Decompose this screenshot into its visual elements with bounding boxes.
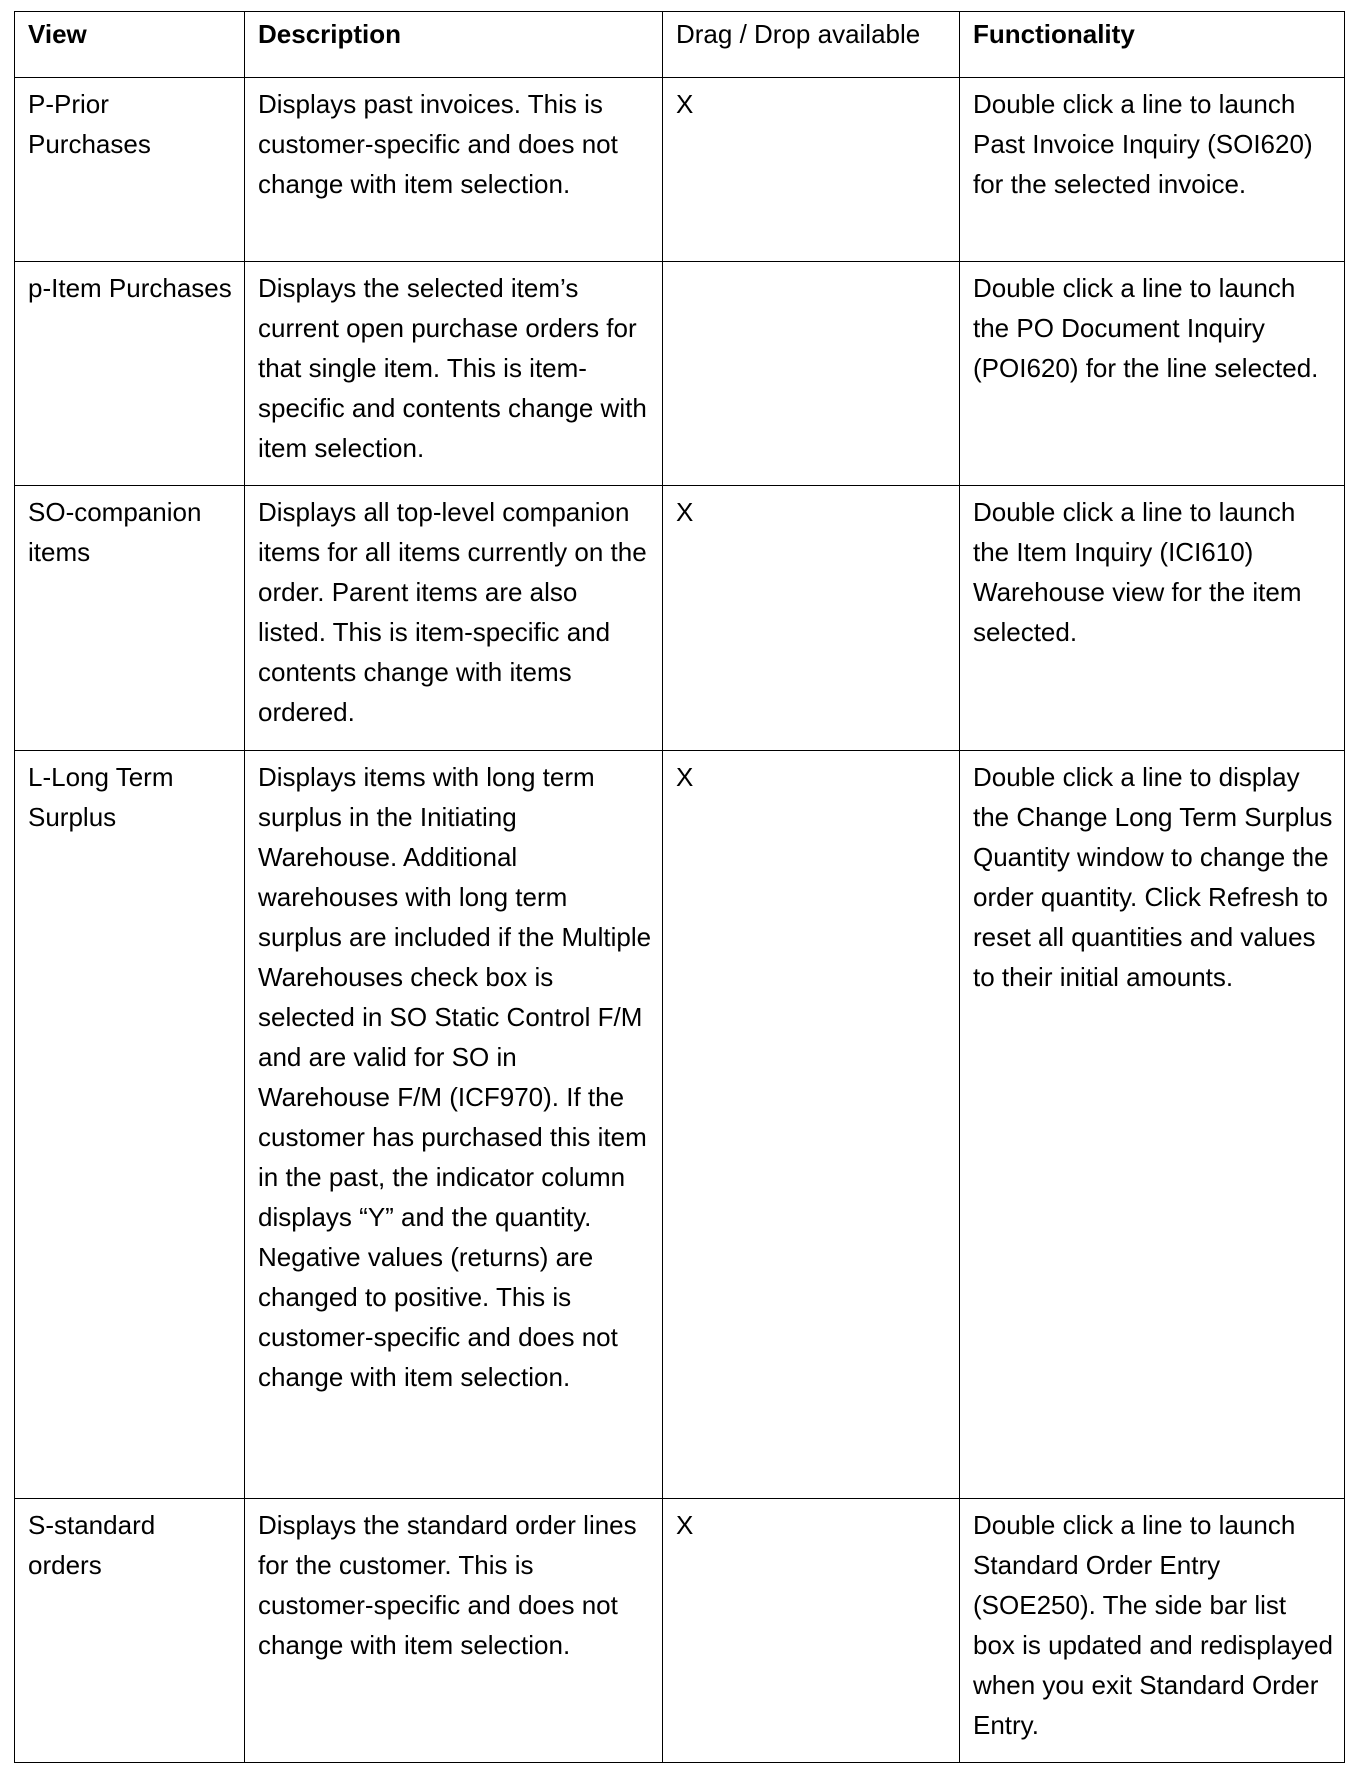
functionality-cell: Double click a line to launch the Item Inquiry (ICI610) Warehouse view for the item selected. bbox=[960, 486, 1345, 751]
views-table bbox=[14, 11, 1345, 1763]
table-row bbox=[15, 1499, 1345, 1763]
view-cell: S-standard orders bbox=[15, 1499, 245, 1763]
description-cell: Displays past invoices. This is customer-specific and does not change with item selection. bbox=[245, 78, 663, 262]
header-drag-drop: Drag / Drop available bbox=[663, 12, 960, 78]
header-view: View bbox=[15, 12, 245, 78]
table-row bbox=[15, 486, 1345, 751]
header-description: Description bbox=[245, 12, 663, 78]
view-cell: P-Prior Purchases bbox=[15, 78, 245, 262]
functionality-cell: Double click a line to display the Change Long Term Surplus Quantity window to change the order quantity. Click Refresh to reset all quantities and values to their initial amounts. bbox=[960, 751, 1345, 1499]
view-cell: L-Long Term Surplus bbox=[15, 751, 245, 1499]
drag-drop-cell: X bbox=[663, 78, 960, 262]
drag-drop-cell bbox=[663, 262, 960, 486]
drag-drop-cell: X bbox=[663, 1499, 960, 1763]
functionality-cell: Double click a line to launch Past Invoice Inquiry (SOI620) for the selected invoice. bbox=[960, 78, 1345, 262]
description-cell: Displays items with long term surplus in the Initiating Warehouse. Additional warehouses with long term surplus are included if the Multiple Warehouses check box is selected in SO Static Control F/M and are valid for SO in Warehouse F/M (ICF970). If the customer has purchased this item in the past, the indicator column displays “Y” and the quantity. Negative values (returns) are changed to positive. This is customer-specific and does not change with item selection. bbox=[245, 751, 663, 1499]
view-cell: SO-companion items bbox=[15, 486, 245, 751]
view-cell: p-Item Purchases bbox=[15, 262, 245, 486]
description-cell: Displays all top-level companion items for all items currently on the order. Parent items are also listed. This is item-specific and contents change with items ordered. bbox=[245, 486, 663, 751]
drag-drop-cell: X bbox=[663, 751, 960, 1499]
description-cell: Displays the standard order lines for the customer. This is customer-specific and does not change with item selection. bbox=[245, 1499, 663, 1763]
header-functionality: Functionality bbox=[960, 12, 1345, 78]
description-cell: Displays the selected item’s current open purchase orders for that single item. This is item-specific and contents change with item selection. bbox=[245, 262, 663, 486]
drag-drop-cell: X bbox=[663, 486, 960, 751]
table-row bbox=[15, 751, 1345, 1499]
functionality-cell: Double click a line to launch the PO Document Inquiry (POI620) for the line selected. bbox=[960, 262, 1345, 486]
table-row bbox=[15, 78, 1345, 262]
header-row bbox=[15, 12, 1345, 78]
functionality-cell: Double click a line to launch Standard Order Entry (SOE250). The side bar list box is updated and redisplayed when you exit Standard Order Entry. bbox=[960, 1499, 1345, 1763]
table-row bbox=[15, 262, 1345, 486]
